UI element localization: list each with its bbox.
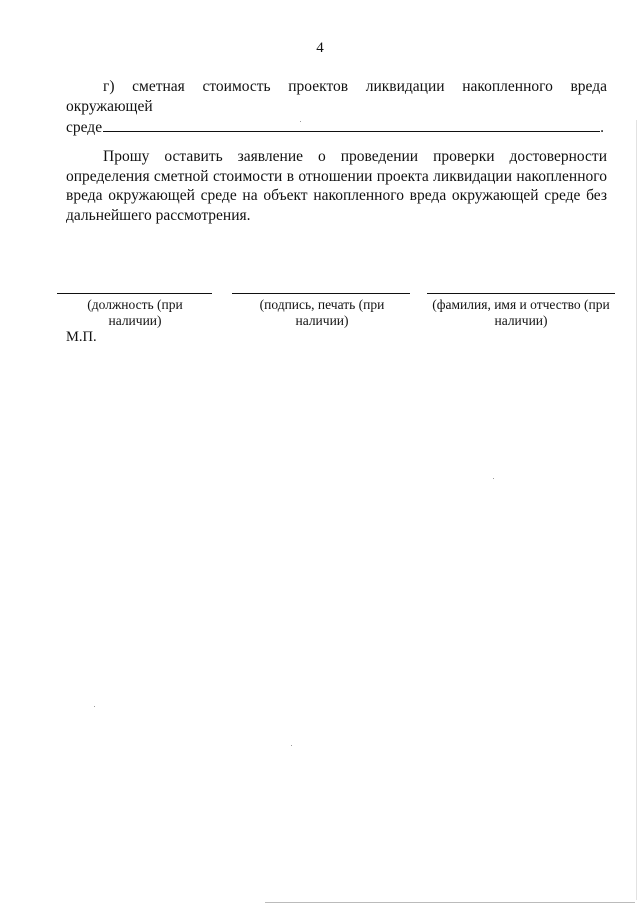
item-g-fill-line — [66, 116, 607, 138]
position-caption: (должность (при наличии) — [87, 297, 183, 328]
item-g-estimated-cost — [66, 77, 607, 138]
item-g-line2-start: среде — [66, 119, 103, 136]
fill-in-blank — [103, 116, 600, 132]
request-text: Прошу оставить заявление о проведении проверки достоверности определения сметной стоимости в отношении проекта ликвидации накопленного вреда окружающей среде на объект накопленного вреда окружающей среде без дальнейшего рассмотрения. — [66, 148, 607, 224]
scan-speck — [291, 745, 292, 746]
page-number: 4 — [316, 40, 324, 56]
full-name-signature-line — [427, 293, 615, 294]
item-g-line2-end: . — [600, 119, 604, 136]
signature-line — [232, 293, 410, 294]
scan-speck — [300, 121, 301, 122]
item-g-line1: г) сметная стоимость проектов ликвидации накопленного вреда окружающей — [66, 78, 607, 115]
seal-mark: М.П. — [66, 329, 97, 345]
scan-edge — [636, 120, 637, 900]
scan-bottom-edge — [265, 902, 635, 903]
scan-speck — [94, 706, 95, 707]
position-signature-line — [57, 293, 212, 294]
request-paragraph — [66, 147, 607, 225]
full-name-caption: (фамилия, имя и отчество (при наличии) — [432, 297, 610, 328]
scan-speck — [493, 478, 494, 479]
signature-caption: (подпись, печать (при наличии) — [259, 297, 385, 328]
